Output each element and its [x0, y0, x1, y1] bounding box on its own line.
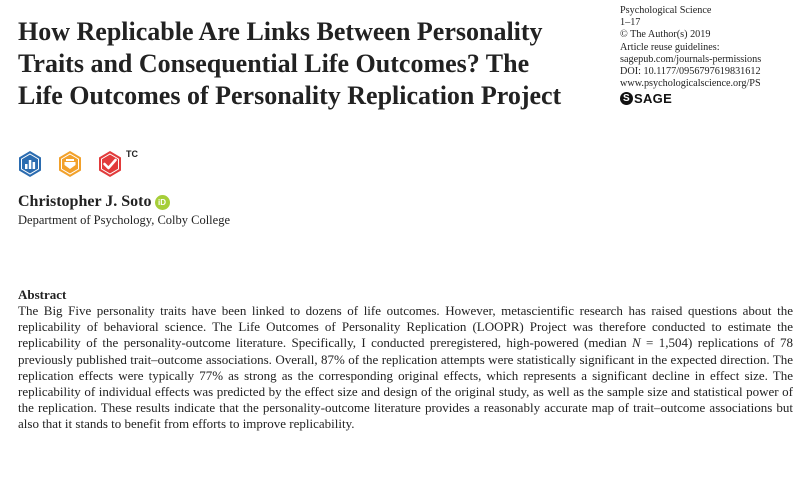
orcid-icon[interactable]: iD [155, 195, 170, 210]
abstract-heading: Abstract [18, 287, 67, 302]
author-name: Christopher J. Soto [18, 193, 152, 210]
sage-s-icon: S [620, 92, 633, 105]
sage-logo-text: SAGE [634, 90, 673, 106]
tc-label: TC [126, 149, 138, 159]
open-materials-badge-icon[interactable] [56, 150, 84, 178]
abstract-text-part-2: = 1,504) replications of 78 previously published trait–outcome associations. Overall, 87% of the replication attempts were statistically significant in the expected direction. The replication effects were typically 77% as strong as the corresponding original effects, which represents a significant decline in effect size. The replicability of individual effects was predicted by the effect size and design of the original study, as well as the sample size and statistical power of the replication. These results indicate that the personality-outcome literature provides a reasonably accurate map of trait–outcome associations but also that it stands to benefit from efforts to improve replicability. [18, 335, 793, 432]
journal-info [620, 5, 805, 105]
journal-pages: 1–17 [620, 17, 641, 29]
abstract-text [18, 303, 793, 433]
reuse-link[interactable]: sagepub.com/journals-permissions [620, 53, 762, 65]
author [18, 193, 170, 211]
doi-link[interactable]: DOI: 10.1177/0956797619831612 [620, 66, 761, 78]
sample-size-symbol: N [631, 335, 641, 351]
reuse-label: Article reuse guidelines: [620, 41, 720, 53]
abstract-text-part-1: The Big Five personality traits have been linked to dozens of life outcomes. However, metascientific research has raised questions about the replicability of behavioral science. The Life Outcomes of Personality Replication (LOOPR) Project was therefore conducted to estimate the replicability of the personality-outcome literature. Specifically, I conducted preregistered, high-powered (median [18, 303, 793, 351]
open-data-badge-icon[interactable] [16, 150, 44, 178]
journal-name: Psychological Science [620, 5, 712, 16]
affiliation: Department of Psychology, Colby College [18, 213, 231, 227]
article-title: How Replicable Are Links Between Personality Traits and Consequential Life Outcomes? The Life Outcomes of Personality Replication Project [18, 17, 562, 110]
preregistered-badge-icon[interactable] [96, 150, 124, 178]
website-link[interactable]: www.psychologicalscience.org/PS [620, 78, 761, 90]
sage-logo [620, 92, 805, 105]
copyright: © The Author(s) 2019 [620, 29, 711, 41]
